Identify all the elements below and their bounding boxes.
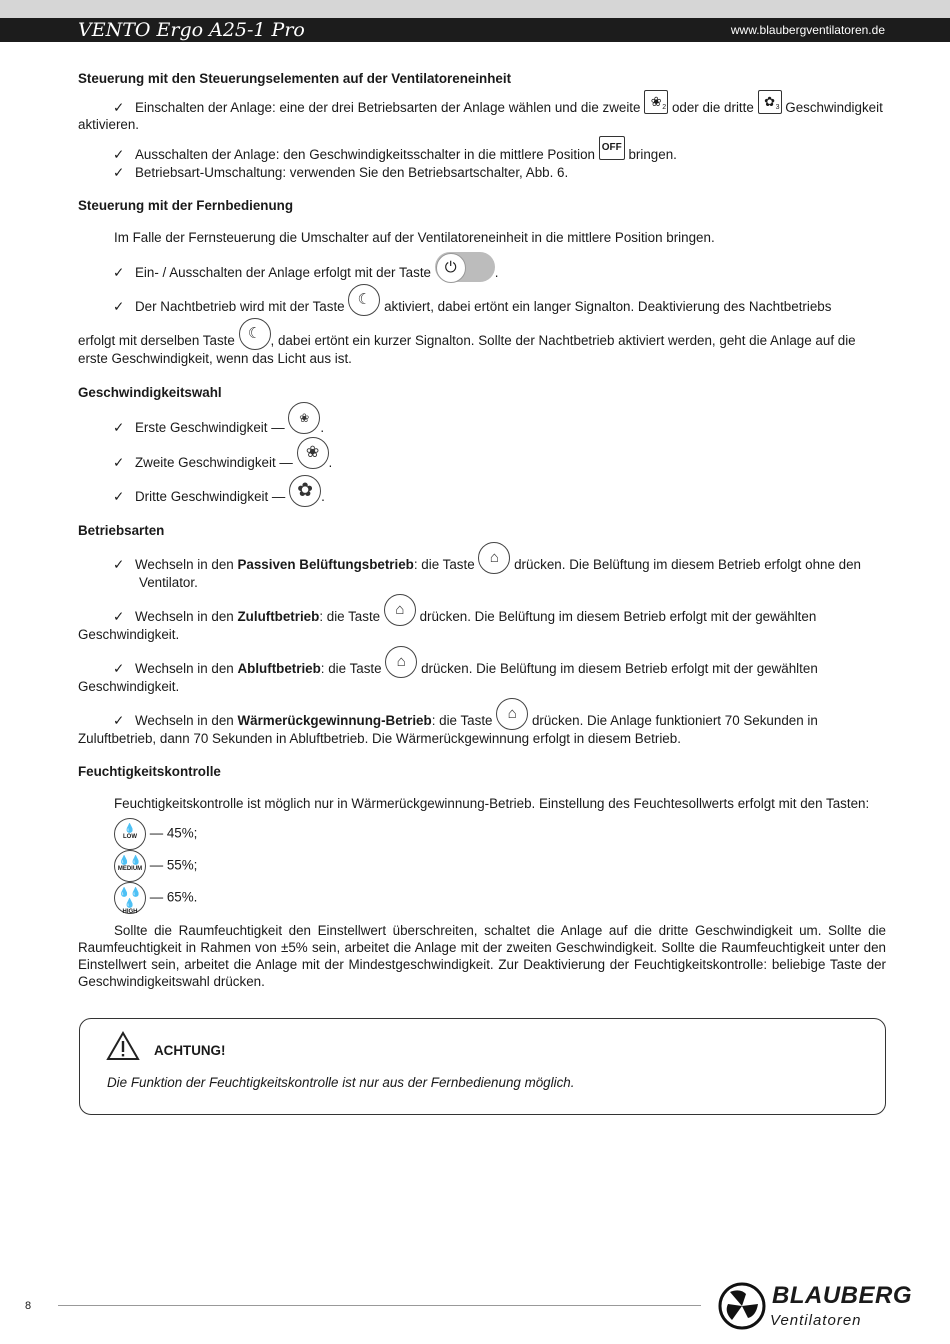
speed-2-icon: ❀ 2 bbox=[644, 90, 668, 114]
list-item: ✓ Erste Geschwindigkeit — ❀. bbox=[78, 412, 886, 444]
humidity-medium-icon: 💧💧 MEDIUM bbox=[114, 850, 146, 882]
supply-air-icon: ⌂ bbox=[384, 594, 416, 626]
footer-divider bbox=[58, 1305, 701, 1306]
humidity-medium-row: 💧💧 MEDIUM — 55%; bbox=[114, 850, 314, 882]
check-icon: ✓ bbox=[113, 100, 125, 115]
humidity-high-icon: 💧💧💧 HIGH bbox=[114, 882, 146, 914]
check-icon: ✓ bbox=[113, 489, 125, 504]
night-mode-icon: ☾ bbox=[239, 318, 271, 350]
page-header bbox=[0, 18, 950, 42]
speed-2-icon: ❀ bbox=[297, 437, 329, 469]
brand-subtitle: Ventilatoren bbox=[770, 1312, 862, 1329]
power-toggle-icon: ⏻ bbox=[435, 252, 495, 282]
list-item: ✓ Dritte Geschwindigkeit — ✿ . bbox=[78, 481, 886, 513]
section-heading-speed: Geschwindigkeitswahl bbox=[78, 385, 222, 400]
list-item: ✓ Betriebsart-Umschaltung: verwenden Sie den Betriebsartschalter, Abb. 6. bbox=[113, 165, 569, 180]
list-item: ✓ Ausschalten der Anlage: den Geschwindigkeitsschalter in die mittlere Position OFF bringen. bbox=[78, 146, 886, 163]
section-heading-remote: Steuerung mit der Fernbedienung bbox=[78, 198, 294, 213]
list-item: ✓ Einschalten der Anlage: eine der drei Betriebsarten der Anlage wählen und die zweite ❀ 2 oder die dritte ✿ 3 Geschwindigkeit aktivieren. bbox=[78, 99, 886, 133]
warning-text: Die Funktion der Feuchtigkeitskontrolle ist nur aus der Fernbedienung möglich. bbox=[107, 1075, 575, 1090]
list-item: ✓ Wechseln in den Abluftbetrieb: die Taste ⌂ drücken. Die Belüftung im diesem Betrieb erfolgt mit der gewählten Geschwindigkeit. bbox=[78, 660, 886, 695]
list-item: ✓ Zweite Geschwindigkeit — ❀. bbox=[78, 447, 886, 479]
page-number: 8 bbox=[25, 1300, 32, 1312]
paragraph: erfolgt mit derselben Taste ☾ , dabei ertönt ein kurzer Signalton. Sollte der Nachtbetrieb aktiviert werden, geht die Anlage auf die bbox=[78, 325, 886, 357]
section-heading-modes: Betriebsarten bbox=[78, 523, 165, 538]
heat-recovery-icon: ⌂ bbox=[496, 698, 528, 730]
list-item: ✓ Wechseln in den Wärmerückgewinnung-Betrieb: die Taste ⌂ drücken. Die Anlage funktioniert 70 Sekunden in Zuluftbetrieb, dann 70 Sekunden in Abluftbetrieb. Die Wärmerückgewinnung erfolgt in diesem Betrieb. bbox=[78, 712, 886, 747]
top-bar bbox=[0, 0, 950, 18]
humidity-low-row: 💧 LOW — 45%; bbox=[114, 818, 314, 850]
check-icon: ✓ bbox=[113, 299, 125, 314]
speed-3-icon: ✿ 3 bbox=[758, 90, 782, 114]
fan-logo-icon bbox=[718, 1282, 766, 1330]
extract-air-icon: ⌂ bbox=[385, 646, 417, 678]
passive-ventilation-icon: ⌂ bbox=[478, 542, 510, 574]
brand-name: BLAUBERG bbox=[772, 1282, 912, 1309]
humidity-high-row: 💧💧💧 HIGH — 65%. bbox=[114, 882, 314, 914]
list-item: ✓ Der Nachtbetrieb wird mit der Taste ☾ aktiviert, dabei ertönt ein langer Signalton. Deaktivierung des Nachtbetriebs bbox=[78, 291, 886, 323]
check-icon: ✓ bbox=[113, 713, 125, 728]
paragraph: Sollte die Raumfeuchtigkeit den Einstellwert überschreiten, schaltet die Anlage auf die dritte Geschwindigkeit um. Sollte die Raumfeuchtigkeit in Rahmen von ±5% sein, arbeitet die Anlage mit der zweiten Geschwindigkeit. Sollte die Raumfeuchtigkeit unter den Einstellwert sein, arbeitet die Anlage mit der Mindestgeschwindigkeit. Zur Deaktivierung der Feuchtigkeitskontrolle: beliebige Taste der Geschwindigkeitswahl drücken. bbox=[78, 923, 886, 989]
check-icon: ✓ bbox=[113, 165, 125, 180]
check-icon: ✓ bbox=[113, 455, 125, 470]
humidity-low-icon: 💧 LOW bbox=[114, 818, 146, 850]
paragraph: erste Geschwindigkeit, wenn das Licht aus ist. bbox=[78, 351, 352, 366]
check-icon: ✓ bbox=[113, 661, 125, 676]
warning-box bbox=[79, 1018, 886, 1115]
check-icon: ✓ bbox=[113, 609, 125, 624]
section-heading-controls-unit: Steuerung mit den Steuerungselementen auf der Ventilatoreneinheit bbox=[78, 71, 512, 86]
paragraph: Im Falle der Fernsteuerung die Umschalter auf der Ventilatoreneinheit in die mittlere Position bringen. bbox=[114, 230, 715, 245]
off-icon: OFF bbox=[599, 136, 625, 160]
list-item: ✓ Wechseln in den Zuluftbetrieb: die Taste ⌂ drücken. Die Belüftung im diesem Betrieb erfolgt mit der gewählten Geschwindigkeit. bbox=[78, 608, 886, 643]
paragraph: Feuchtigkeitskontrolle ist möglich nur in Wärmerückgewinnung-Betrieb. Einstellung des Feuchtesollwerts erfolgt mit den Tasten: bbox=[114, 796, 870, 811]
section-heading-humidity: Feuchtigkeitskontrolle bbox=[78, 764, 221, 779]
document-title: VENTO Ergo A25-1 Pro bbox=[78, 19, 305, 41]
speed-1-icon: ❀ bbox=[288, 402, 320, 434]
website-url: www.blaubergventilatoren.de bbox=[730, 23, 885, 37]
speed-3-icon: ✿ bbox=[289, 475, 321, 507]
list-item: ✓ Wechseln in den Passiven Belüftungsbetrieb: die Taste ⌂ drücken. Die Belüftung im diesem Betrieb erfolgt ohne den Ventilator. bbox=[78, 556, 886, 591]
warning-title: ACHTUNG! bbox=[154, 1043, 226, 1058]
check-icon: ✓ bbox=[113, 147, 125, 162]
brand-logo bbox=[718, 1282, 912, 1332]
check-icon: ✓ bbox=[113, 265, 125, 280]
check-icon: ✓ bbox=[113, 557, 125, 572]
warning-icon bbox=[106, 1031, 140, 1061]
night-mode-icon: ☾ bbox=[348, 284, 380, 316]
check-icon: ✓ bbox=[113, 420, 125, 435]
list-item: ✓ Ein- / Ausschalten der Anlage erfolgt mit der Taste ⏻ . bbox=[78, 257, 886, 289]
